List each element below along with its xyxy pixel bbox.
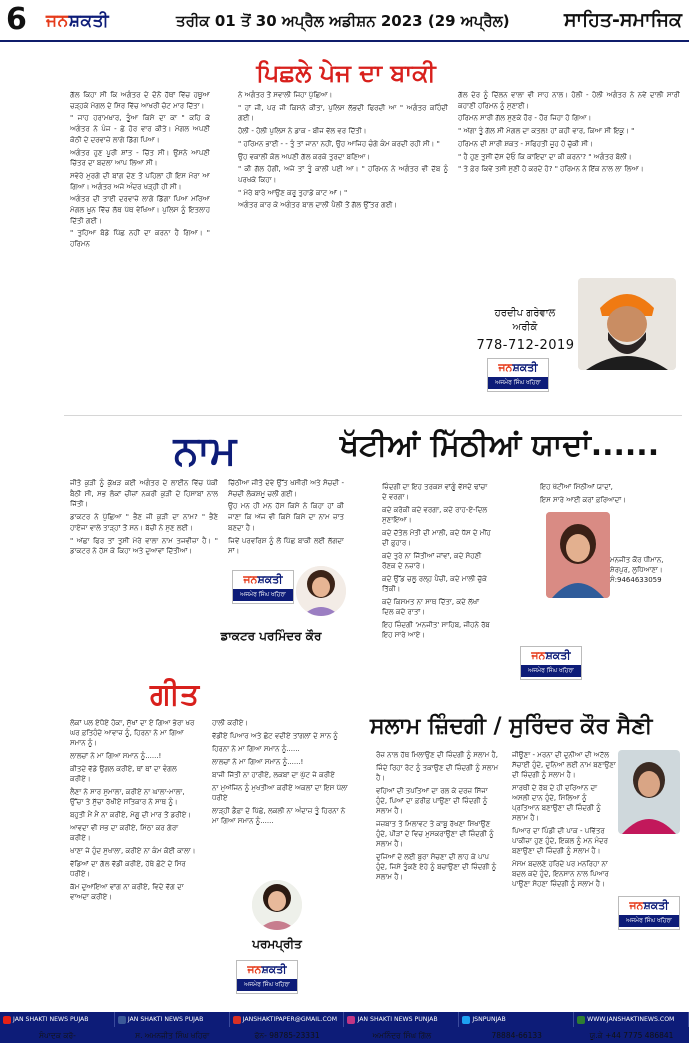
logo-text-part2: ਸ਼ਕਤੀ — [68, 11, 110, 31]
credit-editor-name: ਸ. ਅਮਨਜੀਤ ਸਿੰਘ ਖਹਿਰਾ — [135, 1031, 210, 1040]
poem-stanza: ਕਦੇ ਕਰੋਕੀ ਕਦੇ ਵਰਗਾ, ਕਦੇ ਰਾਹ-ਏ-ਦਿਲ ਸੁਣਾਇਆ। — [382, 506, 488, 524]
brand-subtitle: ਅਜਮੇਰ ਸਿੰਘ ਖਹਿਰਾ — [619, 915, 679, 927]
poem-stanza: ਜ਼ਿੰਦਗੀ ਦਾ ਇਹ ਤਰਕਸ਼ ਵਾਂਗੂੰ ਵੱਸਦੇ ਢਾਂਚਾ ਦੇ ਵਰਗਾ। — [382, 483, 488, 501]
social-label: JAN SHAKTI NEWS PUNJAB — [357, 1016, 438, 1023]
newspaper-brand-badge — [487, 358, 549, 392]
geet-column-1 — [70, 718, 198, 1008]
poem-stanza: ਲਾਲਚਾਂ ਨੇ ਮਾ ਗਿਆ ਸਮਾਨ ਨੂੰ......! — [70, 752, 162, 760]
twitter-icon — [462, 1016, 470, 1024]
social-label: WWW.JANSHAKTINEWS.COM — [587, 1016, 675, 1023]
poem-stanza: ਲੋਕਾਂ ਪਲ ਏਧੋਏ ਹੋਕਾ, ਸੁੱਖਾਂ ਦਾ ਏ ਗਿਆ ਭੇਰਾ ਖਰ ਘਰ ਫ਼ਤਿਹੰਦੇ ਆਵਾਜ਼ ਨੂੰ, ਹਿਰਨਾ ਨੇ ਮਾ ਗਿਆ ਸਮਾਨ ਨੂੰ। — [70, 719, 195, 747]
paragraph: ਹਰਿਮਨ ਦੀ ਸਾਰੀ ਸ਼ਕਤ - ਸਫਿਹਤੀ ਜੂਹ ਹੋ ਚੁੱਕੀ ਸੀ। — [458, 139, 593, 148]
facebook-link[interactable] — [115, 1012, 230, 1027]
author-phone: 778-712-2019 — [476, 338, 575, 353]
poem-stanza: ਜੀਊਣਾ - ਮਰਨਾ ਦੀ ਦੁਨੀਆ ਦੀ ਅਟੱਲ ਸੱਚਾਈ ਹੁੰਦੇ, ਦੁਨਿਆਂ ਲਈ ਨਾਮ ਬਣਾਉਣਾ ਦੀ ਜ਼ਿੰਦਗੀ ਨੂੰ ਸਲਾਮ ਹੈ। — [512, 751, 616, 779]
author-role: ਅਰੀਕੋ — [512, 322, 538, 333]
poem-stanza: ਇਸ ਸਾਰੇ ਆਈ ਕਰਾਂ ਫ਼ਰਿਆਦਾਂ। — [540, 496, 626, 504]
poem-stanza: ਹਾਲੀ ਕਰੀਏ। — [212, 719, 248, 727]
paragraph: ਉਹ ਵਕਾਲੀ ਕੋਲ ਅਪਣੀ ਗੱਲ ਕਰਕੇ ਤੁਰਦਾ ਬਣਿਆ। — [238, 152, 371, 161]
poem-stanza: ਵੱਡੀਏ ਪਿਆਰ ਅਤੇ ਛੋਟ ਵਦੀਏ ਤਾਂਗਲਾਂ ਦੇ ਸਾਨ ਨੂੰ — [212, 732, 338, 740]
paragraph: ਗੱਲ ਕਿਹਾ ਸੀ ਕਿ ਅਗੰਤਰ ਦੇ ਦੋਨੋਂ ਹੱਥਾਂ ਵਿੱਚ ਹਥੂਆ ਚੜ੍ਹਕੇ ਮੋਗਲ ਦੇ ਸਿਰ ਵਿੱਚ ਆਖਰੀ ਚੋਟ ਮਾਰ ਦਿੱਤਾ। — [70, 91, 210, 110]
paragraph: " ਤੁਹਿਆ ਬੋਡੇ ਪਿੱਛ ਨਹੀਂ ਦਾ ਕਰਨਾ ਹੈ ਗਿਆ। " ਹਰਿਮਨ — [70, 229, 210, 249]
paragraph: ਚਿੱਠੀਆ ਜੀਤੋ ਦੇਵੇ ਉੱਤ ਖਸੀਰੀ ਅਤੇ ਸੋਚਦੀ - ਸੋਚਦੀ ਲੋਕਸ਼ਮੂ ਚਲੀ ਗਈ। — [228, 479, 344, 498]
brand-subtitle: ਅਜਮੇਰ ਸਿੰਘ ਖਹਿਰਾ — [488, 377, 548, 389]
credit-uk-phone: ਯੂ.ਕੇ +44 7775 486841 — [589, 1031, 674, 1040]
footer-credits — [0, 1028, 689, 1043]
poem-stanza: ਇਹ ਖੱਟੀਆਂ ਮਿੱਠੀਆਂ ਯਾਦਾਂ, — [540, 483, 613, 491]
yaadan-author-block — [610, 555, 682, 601]
poem-stanza: ਕਦੇ ਕਿਸਮਤ ਨਾ ਸਾਥ ਦਿੱਤਾ, ਕਦੇ ਲੱਖਾਂ ਦਿਲ ਕਦੇ ਰਾਤਾਂ। — [382, 598, 480, 616]
continuation-headline: ਪਿਛਲੇ ਪੇਜ ਦਾ ਬਾਕੀ — [256, 59, 436, 87]
author-name: ਮਨਜੀਤ ਕੌਰ ਧੀਮਾਨ, — [610, 556, 664, 564]
facebook-icon — [118, 1016, 126, 1024]
footer-social-strip — [0, 1012, 689, 1027]
logo-text-part1: ਜਨ — [46, 11, 69, 31]
poem-stanza: ਵੱਡਿਆਂ ਦਾ ਗੱਲ ਵੱਡੀ ਕਰੀਏ, ਹੱਥੇ ਛੋਟੇ ਦੇ ਸਿਰ ਧਰੀਏ। — [70, 860, 186, 878]
brand-subtitle: ਅਜਮੇਰ ਸਿੰਘ ਖਹਿਰਾ — [237, 979, 297, 991]
credit-editor-label: ਸੰਪਾਦਕ ਕਰੋ- — [38, 1031, 76, 1040]
credit-phone-2: 78884-66133 — [491, 1031, 542, 1040]
paragraph: ਡਾਕਟਰ ਨੇ ਪੁੱਛਿਆ " ਭੈਣ ਜੀ ਕੁੜੀ ਦਾ ਨਾਮ? " ਭੈਣੇ ਹਾਏਜਾ ਵਾਲੇ ਤਾੜ੍ਹਾਂ ਤੋਂ ਸਨ। ਬੱਚੀ ਨੇ ਸੁਣ ਲਈ। — [70, 513, 218, 532]
poem-stanza: ਲੈਣਾ ਨੇ ਸਾਰ ਸੁਮਾਲਾ, ਕਰੀਏ ਨਾ ਘਾਲਾ-ਮਾਲਾ, ਉੱਚਾ ਤੇ ਸੁੱਚਾ ਰੱਖੀਏ ਸਤਿਕਾਰ ਨੇ ਸਾਥ ਨੂੰ। — [70, 788, 185, 806]
poem-stanza: ਆਵਦਾ ਵੀ ਸਭ ਦਾ ਕਰੀਏ, ਮਿੱਠਾ ਕਰ ਗੇਰਾ ਕਰੀਏ। — [70, 824, 179, 842]
yaadan-poem-right — [540, 482, 680, 512]
brand-text-part2: ਸ਼ਕਤੀ — [643, 899, 669, 912]
paragraph: ਸਵੇਰੇ ਮੁਰਗੇ ਦੀ ਬਾਂਗ ਦੇਣ ਤੋਂ ਪਹਿਲਾਂ ਹੀ ਇਸ ਮੋਰਾ ਆ ਗਿਆ। ਅਗੰਤਰ ਅਜੇ ਅੰਦਰ ਖੜ੍ਹੀ ਹੀ ਸੀ। — [70, 171, 210, 191]
credit-co-editor: ਅਮਨਿੰਦਰ ਸਿੰਘ ਗਿੱਲ — [372, 1031, 432, 1040]
author-photo — [296, 566, 346, 616]
poem-stanza: ਬਾਜੀ ਜਿੱਤੀ ਨਾ ਹਾਰੀਏ, ਲਕਬਾਂ ਦਾ ਘੁੱਟ ਜੇ ਕਰੀਏ — [212, 771, 335, 779]
paragraph: ਅਗੰਤਰ ਹੁਣ ਪੂਰੀ ਸ਼ਾਂਤ - ਚਿੱਤ ਸੀ। ਉਸਨੇ ਆਪਣੀ ਚਿੱਤਰ ਦਾ ਬਦਲਾ ਆਪ ਲਿਆ ਸੀ। — [70, 148, 210, 168]
brand-text-part2: ਸ਼ਕਤੀ — [512, 361, 538, 374]
paragraph: ਅਗੰਤਰ ਕਾਰ ਕੇ ਅਗੰਤਰ ਬਾਲ ਦਾਲੀ ਪੈਲੀ ਤੋਂ ਗੱਲ ਉੱਤਰ ਗਈ। — [238, 201, 398, 210]
author-photo — [546, 512, 610, 598]
poem-stanza: ਖਾਣਾ ਜੇ ਹੁੰਦ ਸੁਖਾਲਾ, ਕਰੀਏ ਨਾ ਕੰਮ ਕੋਈ ਕਾਲਾ। — [70, 847, 196, 855]
edition-date: ਤਰੀਕ 01 ਤੋਂ 30 ਅਪ੍ਰੈਲ ਅਡੀਸ਼ਨ 2023 (29 ਅਪ੍ਰੈਲ) — [176, 12, 510, 30]
newspaper-brand-badge — [520, 646, 582, 680]
continuation-column-2 — [238, 90, 448, 412]
newspaper-brand-badge — [618, 896, 680, 930]
brand-text-part1: ਜਨ — [531, 649, 546, 662]
paragraph: " ਤੇ ਫ਼ੇਰ ਕਿਵੇਂ ਤਸੀ ਸੁਣੀ ਹੋ ਕਰਦੇ ਹੋ? " ਹਰਿਮਨ ਨੇ ਇੱਕ ਨਾਲ ਲਾ ਲਿਆ। — [458, 165, 644, 174]
poem-stanza: ਕੱਮ ਦੁਆਇਆ ਵਾਂਗ ਨਾ ਕਰੀਏ, ਵਿਦੇ ਵੱਗ ਦਾ ਵਾਅਦਾ ਕਰੀਏ। — [70, 883, 184, 901]
brand-subtitle: ਅਜਮੇਰ ਸਿੰਘ ਖਹਿਰਾ — [233, 589, 293, 601]
poem-stanza: ਕਦੇ ਤੁਰੇ ਨਾ ਜਿੱਤੀਆਂ ਜਾਂਵਾਂ, ਕਦੇ ਸੋਹਣੀ ਰੌਣਕ ਦੇ ਨਜ਼ਾਰੇ। — [382, 552, 482, 570]
paragraph: " ਹੈ ਹੁਣ ਤੁਸੀਂ ਦੱਸ ਦੇਓ ਕਿ ਕਾਇਦਾ ਦਾ ਕੀ ਕਰਨਾ? " ਅਗੰਤਰ ਬੋਲੀ। — [458, 152, 632, 161]
author-photo — [618, 750, 680, 834]
salaam-column-1 — [376, 750, 500, 1008]
credit-phone: ਫੋਨ- 98785-23331 — [254, 1031, 320, 1040]
newspaper-logo — [46, 8, 164, 34]
yaadan-poem-left — [382, 482, 492, 692]
newspaper-brand-badge — [236, 960, 298, 994]
poem-stanza: ਜਜ਼ਬਾਤ ਤੇ ਮਿਲਾਵਟ ਤੇ ਕਾਬੂ ਰੱਖਣਾ ਸਿਖਾਉਣ ਹੁੰਦੇ, ਪੀੜਾਂ ਦੇ ਵਿਚ ਮੁਸਕਰਾਉਣਾ ਦੀ ਜ਼ਿੰਦਗੀ ਨੂੰ ਸਲਾਮ ਹੈ। — [376, 820, 494, 848]
paragraph: ਉਹ ਮਨ ਹੀ ਮਨ ਹੱਸ ਕਿਸੇ ਨੇ ਕਿਹਾ ਹਾਂ ਕੀ ਜਾਣਾ ਕਿ ਅੱਜ ਵੀ ਕਿਸੇ ਕਿਸੇ ਦਾ ਨਾਮ ਜ਼ਾਤ ਬਣਦਾ ਹੈ। — [228, 502, 344, 532]
author-place: ਸ਼ੇਰਪੁਰ, ਲੁਧਿਆਣਾ। — [610, 566, 663, 574]
poem-stanza: ਰੋਜ਼ ਨਾਲ ਹੱਥ ਮਿਲਾਉਣ ਦੀ ਜ਼ਿੰਦਗੀ ਨੂੰ ਸਲਾਮ ਹੈ, — [376, 751, 499, 759]
naam-column-2 — [228, 478, 344, 574]
instagram-link[interactable] — [344, 1012, 459, 1027]
paragraph: " ਅੱਛਾ ਫਿਰ ਤਾਂ ਤੁਸੀਂ ਮੇਰੇ ਵਾਲਾ ਨਾਮ ਤਜਵੀਜ਼ਾ ਹੈ। " ਡਾਕਟਰ ਨੇ ਹੱਸ ਕੇ ਕਿਹਾ ਅਤੇ ਦੁਆਵਾਂ ਦਿੱਤੀਆਂ। — [70, 536, 218, 556]
paragraph: " ਕੀ ਗੱਲ ਹੋਗੀ, ਅਜੇ ਤਾਂ ਤੂੰ ਕਾਲੀ ਪਈ ਆ। " ਹਰਿਮਨ ਨੇ ਅਗੰਤਰ ਵੀ ਦੱਬ ਨੂੰ ਪਰਖਕੇ ਕਿਹਾ। — [238, 165, 448, 184]
naam-headline: ਨਾਮ — [173, 428, 237, 474]
continuation-column-3 — [458, 90, 680, 270]
poem-stanza: ਬਹੁਤੀ ਮੈਂ ਮੈਂ ਨਾ ਕਰੀਏ, ਮੋਗੂ ਦੀ ਮਾਰ ਤੋਂ ਡਰੀਏ। — [70, 811, 191, 819]
paragraph: " ਅੱਗਾ ਤੂੰ ਗੱਲ ਸੀ ਮੋਗਲ ਦਾ ਕਤਲ! ਹਾਂ ਕਹੀ ਵਾਰ, ਕਿਆ ਸੀ ਇਕੂ। " — [458, 127, 635, 136]
website-link[interactable] — [574, 1012, 689, 1027]
email-link[interactable] — [230, 1012, 345, 1027]
brand-text-part1: ਜਨ — [629, 899, 644, 912]
geet-column-2 — [212, 718, 352, 868]
email-icon — [233, 1016, 241, 1024]
yaadan-headline: ਖੱਟੀਆਂ ਮਿੱਠੀਆਂ ਯਾਦਾਂ...... — [340, 428, 660, 463]
paragraph: ਗੱਲ ਦੇਰ ਨੂੰ ਦਿੱਲਨ ਵਾਲਾ ਵੀ ਸਾਹ ਨਾਲ। ਹੋਲੀ - ਹੋਲੀ ਅਗੰਤਰ ਨੇ ਨਵੇਂ ਦਾਲੀ ਸਾਰੀ ਕਹਾਣੀ ਹਰਿਮਨ ਨੂੰ ਸੁਣਾਈ। — [458, 91, 680, 110]
brand-text-part2: ਸ਼ਕਤੀ — [261, 963, 287, 976]
youtube-icon — [3, 1016, 11, 1024]
salaam-column-2 — [512, 750, 616, 1008]
poem-stanza: ਸਾਰਥੀ ਦੇ ਰੱਬ ਦੇ ਹੀ ਦਰਿਆਨ ਦਾ ਅਸਲੀ ਦਾਨ ਹੁੰਦੇ, ਮਿੱਲਿਆ ਨੂੰ ਪ੍ਰਤਿਆਨ ਬਣਾਉਣਾ ਦੀ ਜ਼ਿੰਦਗੀ ਨੂੰ ਸਲਾਮ ਹੈ। — [512, 784, 601, 822]
paragraph: ਹਰਿਮਨ ਸਾਰੀ ਗੱਲ ਸੁਣਕੇ ਹੌਰ - ਹੌਰ ਜਿਹਾ ਹੋ ਗਿਆ। — [458, 114, 592, 123]
poem-stanza: ਮੋਸਮ ਬਦਲਣੇ ਹਰਿਦੇ ਪਰ ਮਨਰਿਹਾ ਨਾ ਬਦਲ ਕਦੇ ਹੁੰਦੇ, ਇਨਸਾਨ ਨਾਲ ਪਿਆਰ ਪਾਉਣਾ ਸੋਹਣਾ ਜ਼ਿੰਦਗੀ ਨੂੰ ਸਲਾਮ ਹੈ। — [512, 860, 609, 888]
naam-column-1 — [70, 478, 218, 628]
geet-headline: ਗੀਤ — [150, 677, 200, 712]
brand-text-part2: ਸ਼ਕਤੀ — [545, 649, 571, 662]
brand-text-part1: ਜਨ — [498, 361, 513, 374]
brand-text-part1: ਜਨ — [243, 573, 258, 586]
poem-stanza: ਦੁਜਿਆਂ ਦੇ ਲਈ ਬੁਰਾ ਸੋਚਣਾ ਦੀ ਲਾਹ ਕੇ ਪਾਪ ਹੁੰਦੇ, ਜਿਸੇ ਤੂੰਕਣੋ ਏਹੇ ਨੂੰ ਬਚਾਉਣਾ ਦੀ ਜ਼ਿੰਦਗੀ ਨੂੰ ਸਲਾਮ ਹੈ। — [376, 853, 497, 881]
section-divider — [64, 415, 682, 416]
continuation-column-1 — [70, 90, 210, 412]
paragraph: ਨੇ ਅਗੰਤਰ ਤੋਂ ਸਵਾਲੀ ਜਿਹਾ ਪੁੱਛਿਆ। — [238, 91, 333, 99]
poem-stanza: ਕੀਤਦੇ ਵੱਡੇ ਉਗਲ ਕਰੀਏ, ਥਾਂ ਥਾਂ ਦਾ ਵੰਗਲ ਕਰੀਏ। — [70, 765, 177, 783]
poem-stanza: ਕਦੇ ਉੱਡ ਚਲੂ ਰਲ੍ਹ ਪੈਂਚੀ, ਕਦੇ ਮਾਲੀ ਚੁੱਕੇ ਤਿੱਕੀ। — [382, 575, 487, 593]
poem-stanza: ਵਹਿਆਂ ਦੀ ਤਪਤਿਆਂ ਦਾ ਰਲ ਕੇ ਦਰਜ਼ ਸਿੱਜਾ ਹੁੰਦੇ, ਪਿਆਂ ਦਾ ਫ਼ਰੀਫ਼ ਪਾਉਣਾ ਦੀ ਜ਼ਿੰਦਗੀ ਨੂੰ ਸਲਾਮ ਹੈ। — [376, 787, 488, 815]
paragraph: " ਹਰਿਮਨ ਭਾਈ - - ਤੁੰ ਤਾਂ ਜਾਨਾ ਨਹੀਂ, ਉਹ ਆਜਿਹ ਚੰਗੇ ਕੰਮ ਕਰਦੀ ਰਹੀ ਸੀ। " — [238, 139, 440, 148]
poem-stanza: ਲਾੜ੍ਹੀ ਡੈਫ਼ਾ ਦੇ ਪਿੱਛੇ, ਲਕਲੀ ਨਾ ਅੰਦਾਜ਼ ਤੂੰ ਹਿਰਨਾ ਨੇ ਮਾ ਗਿਆ ਸਮਾਨ ਨੂੰ...... — [212, 807, 346, 825]
newspaper-brand-badge — [232, 570, 294, 604]
page-number: 6 — [6, 2, 27, 37]
poem-stanza: ਪਿਆਰ ਦਾ ਪਿੰਡੀ ਦੀ ਪਾਕ - ਪਵਿੱਤਰ ਪਾਕੀਜ਼ਾ ਹੁਣ ਹੁੰਦੇ, ਇਕਲ ਨੂੰ ਮਨ ਮੰਦਰ ਬਣਾਉਣਾ ਦੀ ਜ਼ਿੰਦਗੀ ਨੂੰ ਸਲਾਮ ਹੈ। — [512, 827, 609, 855]
paragraph: ਹੋਲੀ - ਹੋਲੀ ਪੁਲਿਸ ਨੇ ਡਾਕ - ਬੀਜ ਵੱਲ ਵਰ ਦਿੱਤੀ। — [238, 127, 367, 136]
globe-icon — [577, 1016, 585, 1024]
poem-stanza: ਹਿਰਨਾ ਨੇ ਮਾ ਗਿਆ ਸਮਾਨ ਨੂੰ...... — [212, 745, 300, 753]
page-header — [0, 0, 689, 42]
poem-stanza: ਇਹ ਜ਼ਿੰਦਗੀ 'ਮਨਜੀਤ' ਸਾਹਿਬ, ਜੀਹਨੇ ਰੱਬ ਇਹ ਸਾਰੇ ਆਏ। — [382, 621, 490, 639]
brand-text-part1: ਜਨ — [247, 963, 262, 976]
social-label: JANSHAKTIPAPER@GMAIL.COM — [242, 1016, 338, 1023]
paragraph: " ਮੇਰੇ ਬਾਰੇ ਆਉਣ ਕਰੂ ਤੁਹਾਡੇ ਕਾਟ ਆਂ। " — [238, 188, 348, 197]
section-title: ਸਾਹਿਤ-ਸਮਾਜਿਕ — [564, 9, 682, 31]
brand-text-part2: ਸ਼ਕਤੀ — [257, 573, 283, 586]
social-label: JAN SHAKTI NEWS PUJAB — [127, 1016, 204, 1023]
instagram-icon — [347, 1016, 355, 1024]
poem-stanza: ਲਾਲਚਾਂ ਨੇ ਮਾ ਗਿਆ ਸਮਾਨ ਨੂੰ......! — [212, 758, 304, 766]
paragraph: " ਹਾਂ ਜੀ, ਪਰ ਜੀ ਕਿਸਨੇ ਕੀਤਾ, ਪੁਲਿਸ ਲੱਭਦੀ ਫਿਰਦੀ ਆ " ਅਗੰਤਰ ਕਹਿੰਦੀ ਗਈ। — [238, 103, 448, 123]
naam-author: ਡਾਕਟਰ ਪਰਮਿੰਦਰ ਕੌਰ — [220, 629, 322, 643]
paragraph: ਅਗੰਤਰ ਦੀ ਤਾਈ ਦਰਵਾਜ਼ੇ ਲਾਗੇ ਡਿੱਗਾ ਪਿਆ ਮਰਿਆ ਮੋਗਲ ਖ਼ੂਨ ਵਿੱਚ ਲੱਥ ਪੱਥ ਵੇਖਿਆ। ਪੁਲਿਸ ਨੂੰ ਇਤਲਾਹ ਦਿੱਤੀ ਗਈ। — [70, 195, 210, 225]
poem-stanza: ਕਦੇ ਦੱਤੇਲ ਮੋਤੀ ਦੀ ਮਾਲੀ, ਕਦੇ ਧੱਸ ਦੇ ਮੀਂਹ ਦੀ ਫ਼ੁਹਾਰ। — [382, 529, 491, 547]
social-label: JAN SHAKTI NEWS PUJAB — [13, 1016, 89, 1023]
brand-subtitle: ਅਜਮੇਰ ਸਿੰਘ ਖਹਿਰਾ — [521, 665, 581, 677]
author-photo — [252, 880, 302, 930]
geet-author: ਪਰਮਪ੍ਰੀਤ — [252, 937, 302, 951]
twitter-link[interactable] — [459, 1012, 574, 1027]
poem-stanza: ਜਿੰਦੇ ਰਿਹਾ ਰੋਟ ਨੂੰ ਤਕਾਉਣ ਦੀ ਜ਼ਿੰਦਗੀ ਨੂੰ ਸਲਾਮ ਹੈ। — [376, 764, 499, 782]
author-name: ਹਰਦੀਪ ਗਰੇਵਾਲ — [494, 308, 556, 319]
author-phone: ਸੰ:9464633059 — [610, 576, 662, 584]
author-photo — [578, 278, 676, 370]
salaam-headline: ਸਲਾਮ ਜ਼ਿੰਦਗੀ / ਸੁਰਿੰਦਰ ਕੌਰ ਸੈਣੀ — [370, 714, 653, 739]
poem-stanza: ਨਾ ਮੁਅੱਜਿਨ ਨੂੰ ਮੁਖਤੀਆ ਕਰੀਏ ਅਕਲਾਂ ਦਾ ਇਸ ਪੱਲਾ ਧਰੀਏ — [212, 784, 348, 802]
paragraph: " ਜਾਹ ਹਰਾਮਖ਼ਾਰ, ਤੂੰਆ ਕਿਸੇ ਦਾ ਕਾ " ਕਹਿ ਕੇ ਅਗੰਤਰ ਨੇ ਪੰਜ - ਛੇ ਹੋਰ ਵਾਰ ਕੀਤੇ। ਮੋਗਲ ਅਪਣੀ ਕੋਠੀ ਦੇ ਦਰਵਾਜ਼ੇ ਲਾਗੇ ਡਿੱਗ ਪਿਆ। — [70, 114, 210, 144]
social-label: JSNPUNJAB — [472, 1016, 506, 1023]
paragraph: ਜੀਤੋ ਕੁੜੀ ਨੂੰ ਕੁੱਖ਼ੜ ਕਈ ਅਗੰਤਰ ਦੇ ਲਾਈਨ ਵਿੱਚ ਪੱਕੀ ਬੈਠੀ ਸੀ, ਸਭ ਲੋਕਾਂ ਚੀਜ਼ਾਂ ਨਕਰੀ ਕੁੜੀ ਦੇ ਹਿਸਾਬਾਂ ਨਾਲ ਜਿੱਤੀ। — [70, 479, 218, 509]
youtube-link[interactable] — [0, 1012, 115, 1027]
paragraph: ਜਿਵੇਂ ਪਰਵਰਿਸ਼ ਨੂੰ ਲੋਂ ਪਿੱਛ ਬਾਕੀ ਲਈ ਲੱਗਦਾ ਸਾਂ। — [228, 536, 344, 556]
